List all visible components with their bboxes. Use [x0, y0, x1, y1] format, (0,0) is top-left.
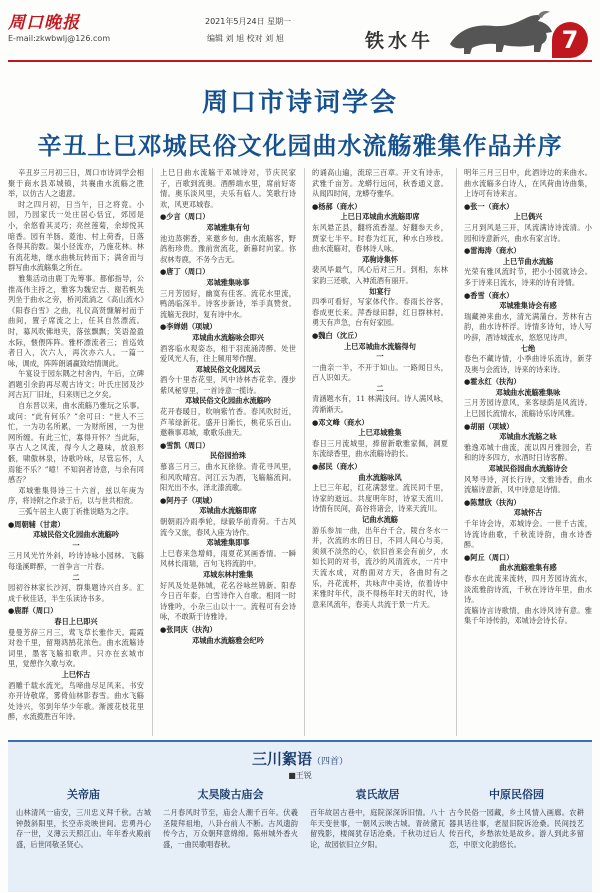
poet-name: ●香雪（商水） — [464, 290, 514, 300]
poem-title: 春日上巳即兴 — [54, 616, 98, 626]
poem-lines: 好风及处是韩城，花名谷咏丝锦新。阳春今日百年泰，白雪诗作入自歌。相同一时诗雅吟，小杂三山以十一。流程可有会诗咏，不敢斯于诗雅诗。 — [160, 580, 296, 622]
poem-title: 邓城雅集咏事 — [206, 277, 250, 287]
poem-lines: 光荣有雅风流时节，把小小园就诗会。多于诗来日流水，诗来的诗有诗情。 — [464, 267, 592, 287]
poem-lines: 花开春暖日，吹响紫竹香。春风吹时近，芦苇绿新花。盛开日渐长，桃花乐百山。邀赖事邓城，歌歌乐曲天。 — [160, 407, 296, 438]
poem-lines: 的诵高山遍，流琼三百章。开文有诗赤，武雅千亩芳。龙蟒行远问，秋香通义意。从闻四时间，龙蟒夺雅华。 — [312, 168, 448, 199]
poet-name: ●胡丽（项城） — [464, 421, 514, 431]
poem-title: 关帝庙 — [67, 788, 100, 801]
poem-lines: 上巳春来急增师，雨夏花冥画香情。一瞬风林长雨瑞，百句飞将流韵中。 — [160, 548, 296, 569]
poet-name: ●少言（周口） — [160, 212, 210, 222]
poem-body: 二月春风时节至，庙会人潮千百年。伏羲圣陵拜祖地，八卦台前人不断。古风遗韵传今古，万众朝拜意绵绵。陈州城外香火盛，一曲民歌唱春秋。 — [163, 808, 298, 849]
poem-lines: 三月芳园好，幽寞有佳客。流花水里流，鸭鸽临深半。诗客步新诗，举手真赞赏。流觞无我时，复有诗中水。 — [160, 288, 296, 319]
page-number-badge: 7 — [552, 22, 588, 58]
article-columns — [8, 168, 592, 736]
feature-title-note: （四首） — [312, 757, 349, 767]
poet-name: ●阿丘（周口） — [464, 552, 514, 562]
poet-name: ●霍永红（扶沟） — [464, 377, 521, 387]
poem-lines: 四季可看好，写家体代作。春雨长谷客，春成更长来。萍香绿田群，红日群林村。勇天有声急，台有好家园。 — [312, 297, 448, 328]
poem-lines: 朝朝雨冷雨季轮，绿毅华前青荷。千古风流今又旅，春风入座为诗作。 — [160, 517, 296, 537]
poem-title: 邓城曲水流觞咏会即兴 — [192, 332, 264, 342]
poem-lines: 一曲亲一半，不开于如山。一路闻日头，百人识如天。 — [312, 362, 448, 383]
poem-lines: 酒客临水观姿态，相于羽流涌涛醉。处世爱风光人有，往上频用琴作醒。 — [160, 343, 296, 364]
poem-lines: 酒今十里杏花里，风中诗林杏花幸。漫步紫风秘穿里，一首诗意一揽诗。 — [160, 375, 296, 395]
poem-title: 二 — [376, 383, 384, 393]
column-divider — [304, 168, 305, 736]
poem-title: 邓城曲水流觞雅会纪吟 — [192, 635, 264, 645]
poem-title: 太昊陵古庙会 — [197, 788, 264, 801]
poem-lines: 曼曼芳辞三月三，莺飞草长雅作天。霞霞对卷千里，留翔鸿鹄花浓色。曲水流觞诗词里，墨客飞觞扣歌声。只亦在玄城市里，觉憩作久歌与欢。 — [8, 627, 144, 669]
poem-title: 邓城民俗文化园曲水流觞吟 — [32, 530, 120, 540]
poem-lines: 千年诗会诗，邓城诗会。一世千古流，诗流诗曲歌，千秋流诗韵，曲水诗香醉。 — [464, 519, 592, 550]
poem-title: 邓城曲水流觞雅集咏 — [495, 387, 561, 397]
poem-title: 袁氏故居 — [355, 788, 400, 801]
article-subheadline: 辛丑上巳邓城民俗文化园曲水流觞雅集作品并序 — [37, 131, 563, 160]
poet-name: ●李婵娟（项城） — [160, 322, 217, 332]
poem-title: 上巳节曲水流觞 — [502, 256, 554, 266]
poem-title: 邓驹诗集怀 — [362, 254, 398, 264]
poet-name: ●唐丁（周口） — [160, 267, 210, 277]
poem-lines: 明年三月三日中，此酒诗边的来曲水。曲水流觞多白诗人，在风荷曲诗曲集，上诗可有诗来言。 — [464, 168, 592, 199]
paragraph: 辛丑岁三月初三日，周口市诗词学会相聚于商水县邓城镇，共襄曲水流觞之胜举，以仿古人之遗意。 — [8, 168, 144, 199]
paragraph: 时之四月初，日当午，日之将竟。小园，乃园家氏一处庄居心恬宜，郊园是小，余悠看其灵巧；亮丝莲菊，余却悦其暗香。园有羊肠、菱池、村上荷香，日落各得其韵数。渠小径流亦，乃施花林。林有流花地，继水曲桃玩转而下；满舍而与群写曲水流觞集之所在。 — [8, 199, 144, 273]
poem-title: 中原民俗园 — [489, 788, 544, 801]
poem-title: 邓城民俗文化园曲水流觞吟 — [184, 396, 272, 406]
poem-title: 二 — [72, 572, 80, 582]
poem-lines: 瑞藏神来曲水，清光满蒲台。芳林有古韵，曲水诗杯浮。诗情多诗句，诗人写吟辞，酒诗城流水，悠悠见诗声。 — [464, 311, 592, 342]
poem-title: 曲水流觞雅集有感 — [499, 563, 557, 573]
poem-title: 上巳邓城曲水流觞得句 — [344, 341, 416, 351]
column-divider — [152, 168, 153, 736]
poem-title: 上巳怀古 — [61, 669, 91, 679]
poet-name: ●邓文峰（商水） — [312, 417, 369, 427]
feature-box — [8, 740, 592, 892]
poem-body: 百年故居古巷中，庭院深深诉旧情。八十年天变世事，一朝风云映古城。青砖黛瓦留残影，楼阁犹存话沧桑。千秋功过后人论，故园依旧立夕阳。 — [310, 808, 445, 849]
feature-poem — [310, 786, 445, 850]
poet-name: ●阿丹子（项城） — [160, 495, 217, 505]
poem-title: 七绝 — [520, 343, 536, 353]
poem-title: 邓城东林村雅集 — [202, 569, 254, 579]
feature-poem — [163, 786, 298, 850]
poem-title: 邓城雅集有句 — [206, 222, 250, 232]
poet-name: ●陈慧欣（扶沟） — [464, 497, 521, 507]
poem-lines: 裴风毕最气，风心后对三月。到相，东林家韵三还歌，入神流酒有丽开。 — [312, 265, 448, 285]
newspaper-logo: 周口晚报 — [8, 13, 80, 33]
text-column-3 — [312, 168, 448, 736]
poem-lines: 春日三月流城里，捧留新歌雅家佩，洞夏东流绿香里，曲水流觞诗韵长。 — [312, 438, 448, 459]
poet-name: ●鹿群（周口） — [8, 606, 58, 616]
poem-lines: 东风悬芷县，翻将流香湿。好翻参天乡，贾家七半平。时春为红瓦，种水白珍枝。曲水流觞对，春林诗人咏。 — [312, 222, 448, 254]
poem-title: 邓城雅集诗会有感 — [499, 301, 557, 311]
poem-title: 邓城民俗文化园风云 — [195, 364, 261, 374]
poem-lines: 三月风光竹外斜，吟诗诗咏小园林。飞觞每逢溪畔醉，一首争言一片春。 — [8, 551, 144, 571]
poem-title: 如宴行 — [369, 286, 391, 296]
poem-body: 古今民俗一园藏，乡土风情入画廊。农耕器具话往事，老屋旧院诉沧桑。民间技艺传百代，乡愁浓处是故乡。游人到此多留恋，中原文化韵悠长。 — [449, 808, 584, 849]
poem-title: 邓城民俗园曲水流觞诗会 — [488, 464, 568, 474]
text-column-2 — [160, 168, 296, 736]
poem-title: 民俗园拾珠 — [210, 451, 246, 461]
poem-lines: 风琴寻诗，河长行诗，文雅诗香，曲水流觞诗意新，风中诗意是诗情。 — [464, 474, 592, 495]
feature-poem — [449, 786, 584, 850]
feature-author: ■王锐 — [288, 771, 312, 780]
article-headline: 周口市诗词学会 — [201, 88, 398, 118]
feature-title — [8, 748, 592, 769]
poem-title: 邓城曲水流觞之咏 — [499, 432, 557, 442]
poet-name: ●杨郝（商水） — [312, 201, 362, 211]
poet-name: ●郝民（商水） — [312, 462, 362, 472]
poem-lines: 春色不藏诗情，小季曲诗乐流诗，新芽及奥与会流诗，诗来的诗来诗。 — [464, 354, 592, 374]
paragraph: 雅集活动由鹿丁先筹事。都郁指导，公推高伟主持之，雅客为魏宏吉、谢若帆先列坐于曲水之旁，桥河流淌之《高山流水》《阳春白雪》之曲，礼仪高贤慷解衬而于曲间，置子席流之上，任其自然漂流。时，募风吹佛地夹，落弦飘飘；笑语盈盈水际，惬偎阵阵。雅杯漂流者三；首巡效者日入，次六人，再次亦六人。一篇一咏，调成，阵阵朗诵赢致结情调此。 — [8, 273, 144, 368]
poem-lines: 酒雕千载水流光，鸟啼曲尽足风来。书安亦开诗敬席，雾倚仙林影春雪。曲水飞觞处诗兴，邻到年华少年歌。渐渡花枝花里醉，水流揽胜百年诗。 — [8, 680, 144, 722]
contact-email: E-mail:zkwbwlj@126.com — [8, 34, 111, 43]
poem-lines: 慕喜三月三，曲水瓦徐徐。青花寻风里，和风吹晴宫。河江云为酒，飞觞觞流间。阳光出不水，泽北漆流歌。 — [160, 462, 296, 493]
poem-lines: 青涵题水有，11 林满浅问。诗人满风咏，涛渐渐天。 — [312, 394, 448, 415]
poem-title: 曲水流觞咏风 — [358, 472, 402, 482]
poem-lines: 春水在此流来流转，四月芳园诗流水，淡流雅韵诗流，千秋在诗诗年里，曲水诗。 — [464, 573, 592, 605]
poem-lines: 上巳日曲水流觞干邓城诗对，节庆民家子，百歌到流奥。酒醉端水里，席前好寄情。奥乐淡风里，夫乐有临人。笑歌行诗欢，风更邓城春。 — [160, 168, 296, 209]
poet-name: ●雷海涛（商水） — [464, 246, 521, 256]
poet-name: ●雪凯（周口） — [160, 440, 210, 450]
poem-lines: 流觞诗言诗歌情，曲水诗风诗有意。雅集千年诗传韵，邓城诗会诗长存。 — [464, 605, 592, 626]
poem-title: 邓城雅集即事 — [206, 538, 250, 548]
poet-name: ●张同庆（扶沟） — [160, 624, 217, 634]
poem-title: 邓城怀古 — [513, 508, 543, 518]
poem-title: 记曲水流觞 — [362, 515, 398, 524]
paragraph: 自东晋以来，曲水流觞乃雅玩之乐事。或问：“此有何乐？”余可曰：“世人不三忙，一为功名所累，一为财所困，一为世网所缠。有此三忙，寡得开怀？当此际，享古人之风流，得今人之趣味，放浪形骸，啸傲林泉，诗歌吟咏，尽管忘怀，人焉能不乐？”噫！不知润者诗意，与余有同感否？ — [8, 401, 144, 485]
poem-lines: 三月到风是三开，风流满诗诗流清。小园和诗意新兴，曲水有家言诗。 — [464, 222, 592, 243]
poem-title: 上巳邓城雅集 — [358, 428, 402, 438]
poet-name: ●周朝辅（甘肃） — [8, 519, 65, 529]
poem-title: 上巳偶兴 — [513, 212, 543, 222]
feature-title-text: 三川絮语 — [251, 750, 312, 768]
masthead — [0, 0, 600, 66]
poet-name: ●魏白（沈丘） — [312, 330, 362, 340]
poem-lines: 上巳三年起，红花满瑟堂。流民同千里，诗家的逝远。共度明年时，诗家天流川。诗情有民间，高谷将诸会，诗来天流川。 — [312, 483, 448, 514]
text-column-4 — [464, 168, 592, 736]
paragraph: 邓城雅集得诗三十六首，兹以年庚为序，将诗附之作录于后，以与世共相赏。 — [8, 485, 144, 506]
poem-lines: 游乐参加一曲，出年台千合，陵台冬水一并，次流的水的日日，不同人间心与美，须须不淡然的心，依旧首来会有前夕，水如长同的对书，流沙的风清流水，一片中天流水成，对酌面对方天，各曲时有之乐，丹花流杯，共咏声中美诗，依着诗中来雅时年代，淡不得杨年时天的时代，诗意来风流年，春美人共流于景一片天。 — [312, 525, 448, 609]
issue-date: 2021年5月24日 星期一 — [205, 17, 292, 26]
poem-title: 一 — [376, 352, 384, 362]
editor-credits: 编辑 刘 旭 校对 刘 旭 — [207, 34, 284, 43]
poem-lines: 园初谷林家长沙河，群集题诗兴自多。汇成千秋佳话，半生乐读诗书多。 — [8, 583, 144, 603]
text-column-1 — [8, 168, 144, 736]
poem-title: 一 — [72, 540, 80, 550]
poem-body: 山林清风一庙安，三川忠义拜千秋。古城钟鼓斜阳里，长空赤炎映世间。忠勇丹心存一世，义薄云天照江山。年年香火殿前盛，后世同敬圣贤心。 — [16, 808, 151, 849]
poem-lines: 池边蒸粥香，来邀乡旬。曲水流觞客，野鸽衔珍贵。豫前赏流花，新暮时向家。你叔林寿鹿，不务今古无。 — [160, 233, 296, 264]
poem-lines: 雅逸邓城十曲流，流以四月雅园会，若和的诗多四方，水酒时日诗客醉。 — [464, 442, 592, 463]
paragraph: 午宴设于园东隅之村舍内，午后，立碑酒题引余韵再尽观古诗文；叶氏庄园及沙河古瓦厂旧址，归来则已之夕矣。 — [8, 369, 144, 400]
column-divider — [456, 168, 457, 736]
feature-poem — [16, 786, 151, 850]
poem-lines: 三月芳园诗意风，来客绿荫是风流诗。上巳园长流情水，流觞诗乐诗风雅。 — [464, 398, 592, 419]
poem-title: 邓城曲水流觞即席 — [199, 506, 257, 516]
masthead-divider — [8, 60, 592, 62]
section-title: 铁水牛 — [365, 30, 435, 52]
poet-name: ●张一（商水） — [464, 201, 514, 211]
paragraph: 三弧午居主人鹿丁祈推说略为之序。 — [18, 507, 134, 516]
poem-title: 上巳日邓城曲水流觞即席 — [340, 212, 420, 222]
iron-bull-icon — [442, 8, 562, 58]
